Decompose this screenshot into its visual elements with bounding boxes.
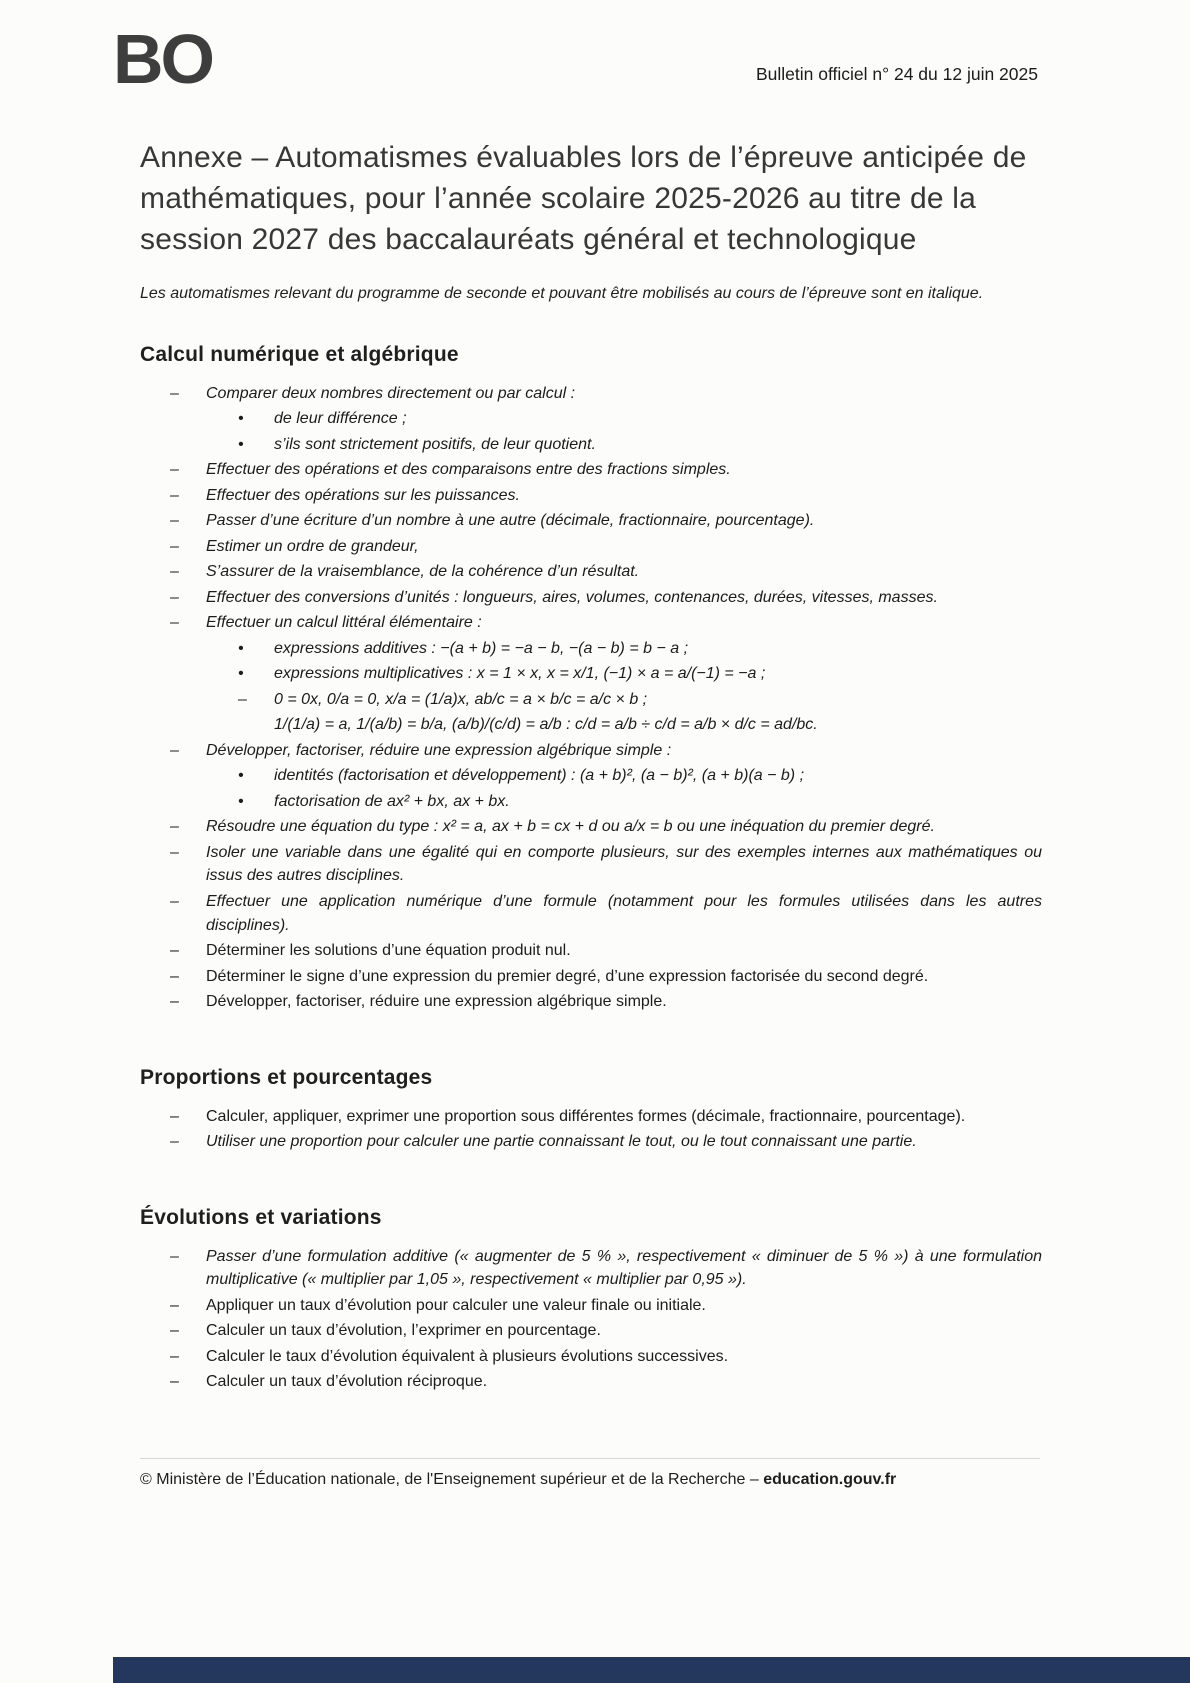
- list-item: [140, 713, 1042, 737]
- list-item-text: Effectuer des opérations sur les puissances.: [206, 486, 520, 504]
- list-item: [140, 458, 1042, 482]
- dash-marker: –: [170, 1296, 179, 1314]
- list-item-text: factorisation de ax² + bx, ax + bx.: [274, 792, 510, 810]
- list-item-text: de leur différence ;: [274, 410, 407, 428]
- list-item-text: Effectuer un calcul littéral élémentaire :: [206, 614, 482, 632]
- list-item-text: expressions additives : −(a + b) = −a − b, −(a − b) = b − a ;: [274, 639, 689, 657]
- section-heading: Proportions et pourcentages: [140, 1065, 433, 1089]
- dash-marker: –: [170, 1247, 179, 1265]
- bullet-marker: •: [238, 665, 244, 683]
- list-item: [140, 535, 1042, 559]
- list-item-text: Estimer un ordre de grandeur,: [206, 537, 419, 555]
- list-item: [140, 841, 1042, 888]
- dash-marker: –: [170, 1133, 179, 1151]
- list-item: [140, 1345, 1042, 1369]
- list-item-text: Calculer un taux d’évolution, l’exprimer en pourcentage.: [206, 1322, 601, 1340]
- list-item-text: expressions multiplicatives : x = 1 × x, x = x/1, (−1) × a = a/(−1) = −a ;: [274, 665, 766, 683]
- section-list: [140, 382, 1042, 1014]
- list-item: [140, 815, 1042, 839]
- list-item-text: Appliquer un taux d’évolution pour calculer une valeur finale ou initiale.: [206, 1296, 706, 1314]
- dash-marker: –: [170, 892, 179, 910]
- page-footer: [140, 1458, 1040, 1489]
- list-item: [140, 611, 1042, 635]
- dash-marker: –: [170, 614, 179, 632]
- list-item: [140, 1294, 1042, 1318]
- bullet-marker: •: [238, 767, 244, 785]
- bulletin-reference: Bulletin officiel n° 24 du 12 juin 2025: [755, 63, 1038, 84]
- dash-marker: –: [170, 588, 179, 606]
- dash-marker: –: [170, 563, 179, 581]
- bullet-marker: •: [238, 792, 244, 810]
- list-item: [140, 1245, 1042, 1292]
- list-item: [140, 1370, 1042, 1394]
- list-item-text: Calculer un taux d’évolution réciproque.: [206, 1373, 488, 1391]
- list-item-text: identités (factorisation et développement) : (a + b)², (a − b)², (a + b)(a − b) ;: [274, 767, 805, 785]
- dash-marker: –: [170, 818, 179, 836]
- list-item-text: Isoler une variable dans une égalité qui en comporte plusieurs, sur des exemples internes aux mathématiques ou issus des autres disciplines.: [206, 843, 1042, 885]
- list-item-text: Résoudre une équation du type : x² = a, ax + b = cx + d ou a/x = b ou une inéquation du premier degré.: [206, 818, 935, 836]
- document-title: Annexe – Automatismes évaluables lors de l’épreuve anticipée de mathématiques, pour l’année scolaire 2025-2026 au titre de la session 2027 des baccalauréats général et technologique: [140, 140, 1027, 257]
- sections-container: [140, 343, 1042, 1394]
- dash-marker: –: [170, 537, 179, 555]
- dash-marker: –: [170, 512, 179, 530]
- list-item: [140, 688, 1042, 712]
- dash-marker: –: [170, 741, 179, 759]
- section-list: [140, 1245, 1042, 1394]
- list-item-text: 0 = 0x, 0/a = 0, x/a = (1/a)x, ab/c = a × b/c = a/c × b ;: [274, 690, 648, 708]
- footer-site-name: education.gouv.fr: [763, 1471, 897, 1488]
- dash-marker: –: [170, 1107, 179, 1125]
- section-list: [140, 1105, 1042, 1154]
- dash-marker: –: [170, 486, 179, 504]
- dash-marker: –: [170, 1322, 179, 1340]
- list-item: [140, 407, 1042, 431]
- list-item: [140, 382, 1042, 406]
- list-item-text: Passer d’une écriture d’un nombre à une autre (décimale, fractionnaire, pourcentage).: [206, 512, 815, 530]
- no-marker: [238, 713, 274, 737]
- list-item: [140, 637, 1042, 661]
- list-item-text: S’assurer de la vraisemblance, de la cohérence d’un résultat.: [206, 563, 640, 581]
- list-item: [140, 790, 1042, 814]
- list-item-text: Effectuer une application numérique d’une formule (notamment pour les formules utilisées dans les autres disciplines).: [206, 892, 1042, 934]
- list-item: [140, 739, 1042, 763]
- dash-marker: –: [170, 843, 179, 861]
- dash-marker: –: [170, 461, 179, 479]
- dash-marker: –: [170, 384, 179, 402]
- list-item: [140, 662, 1042, 686]
- list-item-text: Calculer le taux d’évolution équivalent à plusieurs évolutions successives.: [206, 1347, 729, 1365]
- list-item: [140, 990, 1042, 1014]
- bottom-navy-bar: [113, 1657, 1190, 1683]
- list-item: [140, 509, 1042, 533]
- dash-marker: –: [170, 1347, 179, 1365]
- list-item-text: Comparer deux nombres directement ou par calcul :: [206, 384, 576, 402]
- footer-copyright-text: © Ministère de l’Éducation nationale, de l'Enseignement supérieur et de la Recherche –: [140, 1471, 764, 1488]
- section-heading: Évolutions et variations: [140, 1205, 382, 1229]
- list-item-text: Calculer, appliquer, exprimer une proportion sous différentes formes (décimale, fractionnaire, pourcentage).: [206, 1107, 966, 1125]
- list-item: [140, 586, 1042, 610]
- bo-logo: BO: [113, 20, 212, 98]
- bullet-marker: •: [238, 435, 244, 453]
- intro-note: Les automatismes relevant du programme de seconde et pouvant être mobilisés au cours de l’épreuve sont en italique.: [140, 284, 984, 302]
- list-item-text: Effectuer des opérations et des comparaisons entre des fractions simples.: [206, 461, 731, 479]
- dash-marker: –: [170, 1373, 179, 1391]
- section-heading: Calcul numérique et algébrique: [140, 342, 459, 366]
- list-item-text: Effectuer des conversions d’unités : longueurs, aires, volumes, contenances, durées, vitesses, masses.: [206, 588, 938, 606]
- list-item-text: Déterminer le signe d’une expression du premier degré, d’une expression factorisée du second degré.: [206, 967, 929, 985]
- list-item: [140, 1319, 1042, 1343]
- list-item: [140, 890, 1042, 937]
- dash-marker: –: [170, 967, 179, 985]
- page-header: [0, 0, 1190, 98]
- list-item: [140, 433, 1042, 457]
- list-item: [140, 560, 1042, 584]
- list-item-text: s’ils sont strictement positifs, de leur quotient.: [274, 435, 596, 453]
- list-item-text: 1/(1/a) = a, 1/(a/b) = b/a, (a/b)/(c/d) = a/b : c/d = a/b ÷ c/d = a/b × d/c = ad/bc.: [274, 716, 818, 734]
- list-item: [140, 484, 1042, 508]
- bullet-marker: •: [238, 410, 244, 428]
- list-item: [140, 1105, 1042, 1129]
- list-item: [140, 1130, 1042, 1154]
- list-item: [140, 764, 1042, 788]
- list-item-text: Développer, factoriser, réduire une expression algébrique simple :: [206, 741, 672, 759]
- list-item: [140, 939, 1042, 963]
- list-item: [140, 965, 1042, 989]
- list-item-text: Passer d’une formulation additive (« augmenter de 5 % », respectivement « diminuer de 5 % ») à une formulation multiplicative (« multiplier par 1,05 », respectivement « multiplier par 0,95 »).: [206, 1247, 1042, 1289]
- list-item-text: Déterminer les solutions d’une équation produit nul.: [206, 942, 571, 960]
- dash-marker: –: [170, 993, 179, 1011]
- dash-marker: –: [238, 690, 247, 708]
- list-item-text: Utiliser une proportion pour calculer une partie connaissant le tout, ou le tout connaissant une partie.: [206, 1133, 917, 1151]
- dash-marker: –: [170, 942, 179, 960]
- list-item-text: Développer, factoriser, réduire une expression algébrique simple.: [206, 993, 667, 1011]
- bullet-marker: •: [238, 639, 244, 657]
